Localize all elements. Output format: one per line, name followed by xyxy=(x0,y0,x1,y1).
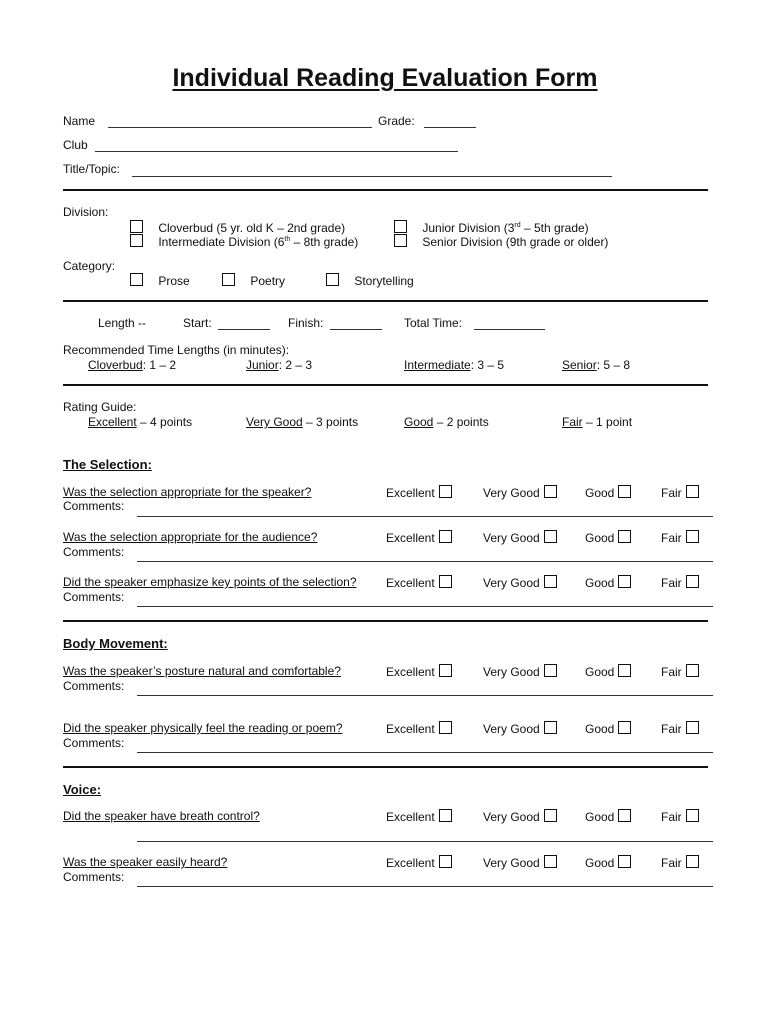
rating-option-very-good[interactable] xyxy=(483,575,557,590)
rating-option-good[interactable] xyxy=(585,485,631,500)
division-cloverbud-label: Cloverbud (5 yr. old K – 2nd grade) xyxy=(158,221,346,235)
checkbox[interactable] xyxy=(686,575,699,588)
checkbox[interactable] xyxy=(544,721,557,734)
rating-guide-verygood-value: – 3 points xyxy=(302,415,359,429)
rating-option-excellent[interactable] xyxy=(386,530,452,545)
recommended-senior xyxy=(562,358,630,372)
checkbox[interactable] xyxy=(439,809,452,822)
comments-field[interactable] xyxy=(137,516,713,517)
question-body-posture: Was the speaker’s posture natural and comfortable? xyxy=(63,664,341,678)
checkbox[interactable] xyxy=(439,721,452,734)
rating-option-good[interactable] xyxy=(585,575,631,590)
checkbox[interactable] xyxy=(686,664,699,677)
divider xyxy=(63,766,708,768)
checkbox[interactable] xyxy=(686,721,699,734)
question-voice-breath: Did the speaker have breath control? xyxy=(63,809,260,823)
rating-option-fair[interactable] xyxy=(661,721,699,736)
checkbox[interactable] xyxy=(618,575,631,588)
finish-label: Finish: xyxy=(288,316,324,330)
rating-option-label: Excellent xyxy=(386,722,435,736)
rating-option-excellent[interactable] xyxy=(386,721,452,736)
rating-option-fair[interactable] xyxy=(661,855,699,870)
question-selection-audience: Was the selection appropriate for the audience? xyxy=(63,530,318,544)
page-title xyxy=(0,64,770,93)
checkbox[interactable] xyxy=(544,664,557,677)
checkbox[interactable] xyxy=(439,664,452,677)
comments-field[interactable] xyxy=(137,695,713,696)
recommended-cloverbud xyxy=(88,358,176,372)
section-heading-voice: Voice: xyxy=(63,782,102,797)
rating-guide-excellent-value: – 4 points xyxy=(136,415,193,429)
rating-guide-verygood-label: Very Good xyxy=(246,415,303,429)
recommended-cloverbud-value: : 1 – 2 xyxy=(142,358,177,372)
rating-option-label: Excellent xyxy=(386,665,435,679)
division-intermediate-text-end: – 8th grade) xyxy=(290,235,359,249)
checkbox[interactable] xyxy=(618,721,631,734)
name-field[interactable] xyxy=(108,127,372,128)
question-body-feel: Did the speaker physically feel the reading or poem? xyxy=(63,721,343,735)
checkbox[interactable] xyxy=(544,809,557,822)
rating-option-label: Good xyxy=(585,665,615,679)
category-prose-label: Prose xyxy=(158,274,190,288)
division-cloverbud[interactable] xyxy=(130,220,345,235)
rating-guide-excellent xyxy=(88,415,192,429)
rating-guide-good-value: – 2 points xyxy=(433,415,489,429)
rating-option-label: Fair xyxy=(661,665,682,679)
checkbox[interactable] xyxy=(394,220,407,233)
checkbox[interactable] xyxy=(544,530,557,543)
rating-option-label: Excellent xyxy=(386,576,435,590)
checkbox[interactable] xyxy=(544,575,557,588)
comments-field[interactable] xyxy=(137,561,713,562)
rating-option-good[interactable] xyxy=(585,855,631,870)
rating-option-label: Fair xyxy=(661,810,682,824)
question-selection-keypoints: Did the speaker emphasize key points of the selection? xyxy=(63,575,357,589)
rating-option-label: Fair xyxy=(661,576,682,590)
category-storytelling-label: Storytelling xyxy=(354,274,414,288)
rating-guide-good xyxy=(404,415,489,429)
start-label: Start: xyxy=(183,316,212,330)
question-selection-speaker: Was the selection appropriate for the speaker? xyxy=(63,485,312,499)
checkbox[interactable] xyxy=(130,234,143,247)
page-title-text: Individual Reading Evaluation Form xyxy=(172,64,598,92)
division-junior-label xyxy=(422,221,588,235)
rating-option-label: Good xyxy=(585,531,615,545)
checkbox[interactable] xyxy=(130,273,143,286)
recommended-senior-value: : 5 – 8 xyxy=(596,358,631,372)
rating-option-label: Good xyxy=(585,576,615,590)
title-topic-field[interactable] xyxy=(132,176,612,177)
title-topic-label: Title/Topic: xyxy=(63,162,120,176)
recommended-junior-value: : 2 – 3 xyxy=(278,358,313,372)
comments-field[interactable] xyxy=(137,841,713,842)
length-label: Length -- xyxy=(98,316,147,330)
checkbox[interactable] xyxy=(439,575,452,588)
rating-option-very-good[interactable] xyxy=(483,664,557,679)
divider xyxy=(63,620,708,622)
divider xyxy=(63,384,708,386)
checkbox[interactable] xyxy=(686,855,699,868)
total-time-field[interactable] xyxy=(474,329,545,330)
comments-label: Comments: xyxy=(63,499,125,513)
rating-option-label: Good xyxy=(585,810,615,824)
total-time-label: Total Time: xyxy=(404,316,463,330)
division-junior-sup: rd xyxy=(514,222,521,229)
recommended-senior-label: Senior xyxy=(562,358,597,372)
category-poetry-label: Poetry xyxy=(250,274,286,288)
checkbox[interactable] xyxy=(130,220,143,233)
comments-label: Comments: xyxy=(63,679,125,693)
rating-option-good[interactable] xyxy=(585,530,631,545)
club-label: Club xyxy=(63,138,88,152)
divider xyxy=(63,300,708,302)
rating-option-very-good[interactable] xyxy=(483,721,557,736)
rating-option-label: Very Good xyxy=(483,576,540,590)
recommended-intermediate xyxy=(404,358,504,372)
checkbox[interactable] xyxy=(686,485,699,498)
rating-guide-fair-value: – 1 point xyxy=(582,415,633,429)
comments-label: Comments: xyxy=(63,870,125,884)
rating-option-very-good[interactable] xyxy=(483,855,557,870)
division-senior-label: Senior Division (9th grade or older) xyxy=(422,235,609,249)
name-label: Name xyxy=(63,114,96,128)
checkbox[interactable] xyxy=(618,664,631,677)
rating-option-label: Excellent xyxy=(386,531,435,545)
rating-option-label: Very Good xyxy=(483,722,540,736)
start-field[interactable] xyxy=(218,329,270,330)
division-senior[interactable] xyxy=(394,234,608,249)
grade-label: Grade: xyxy=(378,114,415,128)
rating-option-very-good[interactable] xyxy=(483,530,557,545)
checkbox[interactable] xyxy=(618,530,631,543)
rating-option-label: Very Good xyxy=(483,486,540,500)
rating-option-fair[interactable] xyxy=(661,530,699,545)
recommended-intermediate-value: : 3 – 5 xyxy=(470,358,505,372)
rating-option-fair[interactable] xyxy=(661,485,699,500)
rating-option-excellent[interactable] xyxy=(386,664,452,679)
recommended-intermediate-label: Intermediate xyxy=(404,358,471,372)
rating-option-label: Very Good xyxy=(483,665,540,679)
comments-label: Comments: xyxy=(63,736,125,750)
recommended-junior-label: Junior xyxy=(246,358,279,372)
rating-option-fair[interactable] xyxy=(661,809,699,824)
checkbox[interactable] xyxy=(439,485,452,498)
rating-option-very-good[interactable] xyxy=(483,809,557,824)
rating-option-label: Very Good xyxy=(483,810,540,824)
category-prose[interactable] xyxy=(130,273,190,288)
checkbox[interactable] xyxy=(686,530,699,543)
comments-field[interactable] xyxy=(137,886,713,887)
rating-option-very-good[interactable] xyxy=(483,485,557,500)
question-voice-heard: Was the speaker easily heard? xyxy=(63,855,228,869)
rating-guide-fair-label: Fair xyxy=(562,415,583,429)
category-storytelling[interactable] xyxy=(326,273,414,288)
checkbox[interactable] xyxy=(686,809,699,822)
rating-option-label: Fair xyxy=(661,531,682,545)
checkbox[interactable] xyxy=(326,273,339,286)
division-intermediate[interactable] xyxy=(130,234,358,249)
rating-option-label: Very Good xyxy=(483,856,540,870)
division-label: Division: xyxy=(63,205,109,219)
division-intermediate-label xyxy=(158,235,358,249)
comments-label: Comments: xyxy=(63,545,125,559)
name-row xyxy=(63,114,95,128)
rating-option-excellent[interactable] xyxy=(386,809,452,824)
checkbox[interactable] xyxy=(439,855,452,868)
rating-option-label: Excellent xyxy=(386,856,435,870)
comments-field[interactable] xyxy=(137,606,713,607)
rating-option-label: Excellent xyxy=(386,810,435,824)
rating-option-label: Excellent xyxy=(386,486,435,500)
rating-option-good[interactable] xyxy=(585,721,631,736)
rating-option-label: Fair xyxy=(661,486,682,500)
rating-option-fair[interactable] xyxy=(661,575,699,590)
recommended-heading: Recommended Time Lengths (in minutes): xyxy=(63,343,290,357)
division-junior-text: Junior Division (3 xyxy=(422,221,515,235)
comments-label: Comments: xyxy=(63,590,125,604)
recommended-junior xyxy=(246,358,312,372)
rating-option-label: Fair xyxy=(661,722,682,736)
division-junior[interactable] xyxy=(394,220,589,235)
checkbox[interactable] xyxy=(618,855,631,868)
rating-option-excellent[interactable] xyxy=(386,855,452,870)
rating-option-good[interactable] xyxy=(585,809,631,824)
checkbox[interactable] xyxy=(544,855,557,868)
comments-field[interactable] xyxy=(137,752,713,753)
division-intermediate-text: Intermediate Division (6 xyxy=(158,235,285,249)
category-poetry[interactable] xyxy=(222,273,285,288)
category-label: Category: xyxy=(63,259,116,273)
rating-option-label: Good xyxy=(585,856,615,870)
checkbox[interactable] xyxy=(618,485,631,498)
rating-option-label: Very Good xyxy=(483,531,540,545)
rating-option-excellent[interactable] xyxy=(386,575,452,590)
checkbox[interactable] xyxy=(439,530,452,543)
rating-option-good[interactable] xyxy=(585,664,631,679)
rating-option-excellent[interactable] xyxy=(386,485,452,500)
rating-option-label: Good xyxy=(585,722,615,736)
rating-guide-excellent-label: Excellent xyxy=(88,415,137,429)
section-heading-body: Body Movement: xyxy=(63,636,168,651)
rating-option-label: Fair xyxy=(661,856,682,870)
division-junior-text-end: – 5th grade) xyxy=(520,221,589,235)
rating-guide-fair xyxy=(562,415,632,429)
divider xyxy=(63,189,708,191)
checkbox[interactable] xyxy=(394,234,407,247)
section-heading-selection: The Selection: xyxy=(63,457,152,472)
finish-field[interactable] xyxy=(330,329,382,330)
rating-guide-good-label: Good xyxy=(404,415,434,429)
rating-guide-heading: Rating Guide: xyxy=(63,400,137,414)
rating-guide-verygood xyxy=(246,415,358,429)
rating-option-fair[interactable] xyxy=(661,664,699,679)
grade-field[interactable] xyxy=(424,127,476,128)
recommended-cloverbud-label: Cloverbud xyxy=(88,358,143,372)
checkbox[interactable] xyxy=(618,809,631,822)
division-intermediate-sup: th xyxy=(284,236,291,243)
rating-option-label: Good xyxy=(585,486,615,500)
checkbox[interactable] xyxy=(222,273,235,286)
club-field[interactable] xyxy=(95,151,458,152)
checkbox[interactable] xyxy=(544,485,557,498)
